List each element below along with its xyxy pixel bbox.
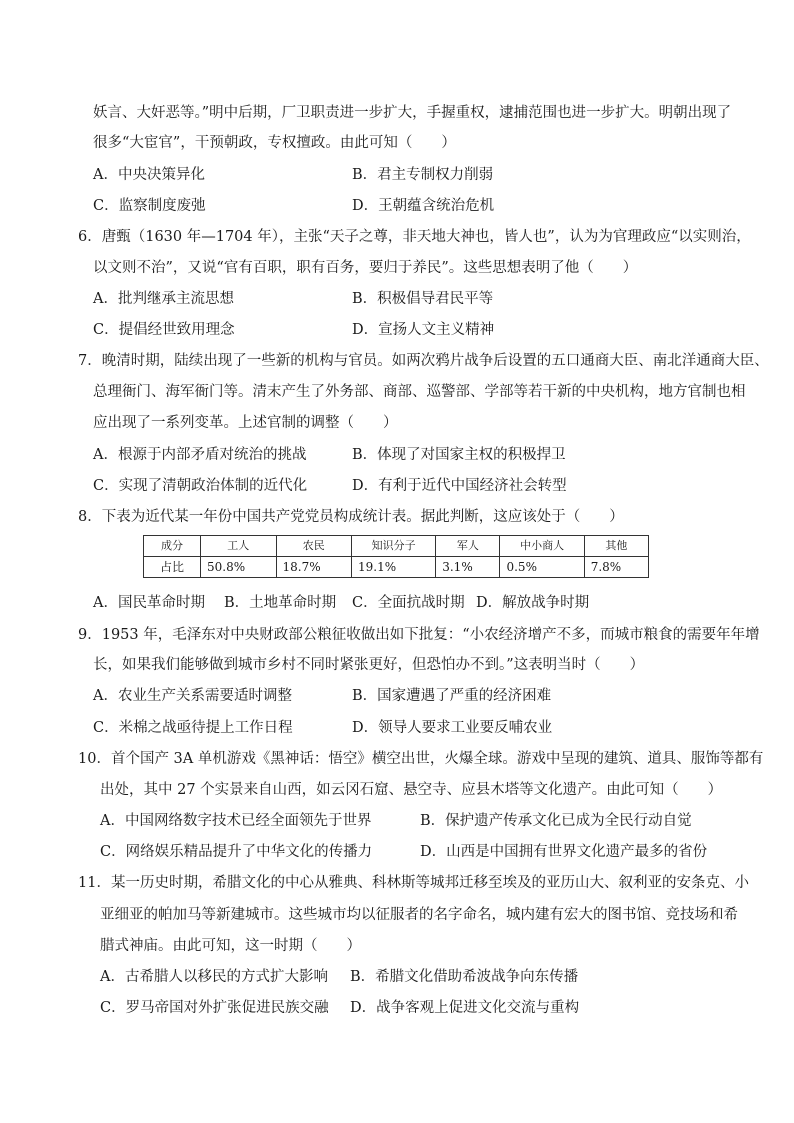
table-header-cell: 农民 [276,536,352,557]
question-10-option-c: C．网络娱乐精品提升了中华文化的传播力 [100,844,373,860]
question-9-option-a: A．农业生产关系需要适时调整 [93,688,292,704]
question-10-line-2: 出处，其中 27 个实景来自山西，如云冈石窟、悬空寺、应县木塔等文化遗产。由此可知（ ） [100,782,723,798]
question-9-option-b: B．国家遭遇了严重的经济困难 [352,688,552,704]
question-7-option-a: A．根源于内部矛盾对统治的挑战 [93,447,307,463]
question-11-option-c: C．罗马帝国对外扩张促进民族交融 [100,1000,329,1016]
question-8-option-c: C．全面抗战时期 [352,595,465,611]
table-header-cell: 工人 [201,536,277,557]
question-11-line-2: 亚细亚的帕加马等新建城市。这些城市均以征服者的名字命名，城内建有宏大的图书馆、竞技场和希 [100,907,738,923]
question-7-option-c: C．实现了清朝政治体制的近代化 [93,478,308,494]
question-5-option-c: C．监察制度废弛 [93,198,206,214]
question-8-option-a: A．国民革命时期 [93,595,205,611]
question-11-line-1: 11．某一历史时期，希腊文化的中心从雅典、科林斯等城邦迁移至埃及的亚历山大、叙利亚的安条克、小 [78,875,749,891]
table-header-cell: 成分 [144,536,201,557]
question-9-line-1: 9．1953 年，毛泽东对中央财政部公粮征收做出如下批复：“小农经济增产不多，而城市粮食的需要年年增 [78,627,760,643]
question-5-line-2: 很多“大宦官”，干预朝政，专权擅政。由此可知（ ） [93,135,456,151]
question-5-option-b: B．君主专制权力削弱 [352,167,494,183]
table-cell: 50.8% [201,557,277,578]
question-11-option-b: B．希腊文化借助希波战争向东传播 [350,969,579,985]
question-10-option-a: A．中国网络数字技术已经全面领先于世界 [100,813,372,829]
question-6-line-2: 以文则不治”，又说“官有百职，职有百务，要归于养民”。这些思想表明了他（ ） [93,260,638,276]
question-11-line-3: 腊式神庙。由此可知，这一时期（ ） [100,938,361,954]
question-7-line-2: 总理衙门、海军衙门等。清末产生了外务部、商部、巡警部、学部等若干新的中央机构，地方官制也相 [93,384,746,400]
table-cell: 18.7% [276,557,352,578]
question-5-option-d: D．王朝蕴含统治危机 [352,198,495,214]
question-8-line-1: 8．下表为近代某一年份中国共产党党员构成统计表。据此判断，这应该处于（ ） [78,509,624,525]
question-5-line-1: 妖言、大奸恶等。”明中后期，厂卫职责进一步扩大，手握重权，逮捕范围也进一步扩大。明朝出现了 [93,105,732,121]
table-cell: 占比 [144,557,201,578]
question-6-line-1: 6．唐甄（1630 年—1704 年），主张“天子之尊，非天地大神也，皆人也”，认为为官理政应“以实则治， [78,229,751,245]
question-9-line-2: 长，如果我们能够做到城市乡村不同时紧张更好，但恐怕办不到。”这表明当时（ ） [93,657,645,673]
question-6-option-d: D．宣扬人文主义精神 [352,322,495,338]
question-9-option-c: C．米棉之战亟待提上工作日程 [93,720,293,736]
question-7-option-d: D．有利于近代中国经济社会转型 [352,478,567,494]
question-6-option-a: A．批判继承主流思想 [93,291,234,307]
question-11-option-a: A．古希腊人以移民的方式扩大影响 [100,969,328,985]
question-7-line-3: 应出现了一系列变革。上述官制的调整（ ） [93,415,398,431]
table-header-cell: 中小商人 [500,536,584,557]
table-cell: 7.8% [584,557,648,578]
question-8-option-b: B．土地革命时期 [224,595,337,611]
question-6-option-b: B．积极倡导君民平等 [352,291,494,307]
question-7-option-b: B．体现了对国家主权的积极捍卫 [352,447,566,463]
table-header-cell: 其他 [584,536,648,557]
table-cell: 0.5% [500,557,584,578]
question-8-option-d: D．解放战争时期 [476,595,590,611]
question-9-option-d: D．领导人要求工业要反哺农业 [352,720,553,736]
question-10-line-1: 10．首个国产 3A 单机游戏《黑神话：悟空》横空出世，火爆全球。游戏中呈现的建筑、道具、服饰等都有 [78,751,764,767]
table-header-row [144,536,649,557]
question-10-option-d: D．山西是中国拥有世界文化遗产最多的省份 [420,844,708,860]
table-cell: 3.1% [436,557,500,578]
question-7-line-1: 7．晚清时期，陆续出现了一些新的机构与官员。如两次鸦片战争后设置的五口通商大臣、南北洋通商大臣、 [78,353,769,369]
table-row [144,557,649,578]
question-11-option-d: D．战争客观上促进文化交流与重构 [350,1000,580,1016]
table-header-cell: 军人 [436,536,500,557]
table-header-cell: 知识分子 [352,536,436,557]
question-5-option-a: A．中央决策异化 [93,167,205,183]
table-cell: 19.1% [352,557,436,578]
question-6-option-c: C．提倡经世致用理念 [93,322,235,338]
party-member-composition-table [143,535,649,578]
question-10-option-b: B．保护遗产传承文化已成为全民行动自觉 [420,813,692,829]
